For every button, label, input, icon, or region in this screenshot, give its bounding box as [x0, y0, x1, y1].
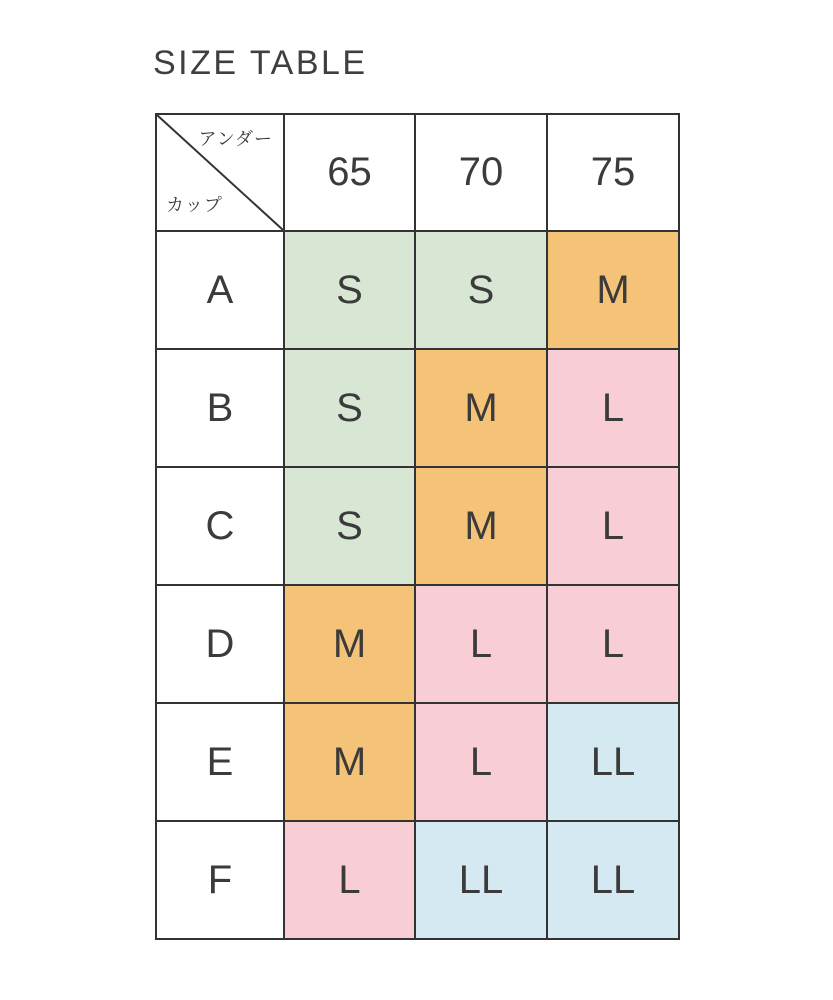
column-header-70: 70 [415, 114, 547, 231]
row-header-cup-b: B [156, 349, 284, 467]
size-cell: M [547, 231, 679, 349]
size-cell: M [415, 467, 547, 585]
column-header-75: 75 [547, 114, 679, 231]
size-cell: L [547, 585, 679, 703]
under-bust-label: アンダー [198, 129, 273, 149]
corner-header-cell [156, 114, 284, 231]
row-header-cup-f: F [156, 821, 284, 939]
table-row-b [156, 349, 679, 467]
header-row [156, 114, 679, 231]
size-cell: M [284, 585, 415, 703]
table-row-e [156, 703, 679, 821]
table-row-c [156, 467, 679, 585]
cup-label: カップ [166, 195, 223, 215]
table-row-a [156, 231, 679, 349]
size-cell: LL [415, 821, 547, 939]
table-row-f [156, 821, 679, 939]
size-cell: S [415, 231, 547, 349]
size-cell: L [415, 585, 547, 703]
size-cell: L [284, 821, 415, 939]
size-cell: LL [547, 821, 679, 939]
row-header-cup-d: D [156, 585, 284, 703]
page-title: SIZE TABLE [153, 44, 368, 82]
size-cell: L [415, 703, 547, 821]
row-header-cup-c: C [156, 467, 284, 585]
row-header-cup-e: E [156, 703, 284, 821]
size-cell: LL [547, 703, 679, 821]
size-cell: M [284, 703, 415, 821]
size-cell: S [284, 349, 415, 467]
size-cell: L [547, 467, 679, 585]
row-header-cup-a: A [156, 231, 284, 349]
size-cell: S [284, 467, 415, 585]
size-cell: S [284, 231, 415, 349]
column-header-65: 65 [284, 114, 415, 231]
size-table [155, 113, 680, 940]
size-cell: L [547, 349, 679, 467]
table-row-d [156, 585, 679, 703]
size-cell: M [415, 349, 547, 467]
